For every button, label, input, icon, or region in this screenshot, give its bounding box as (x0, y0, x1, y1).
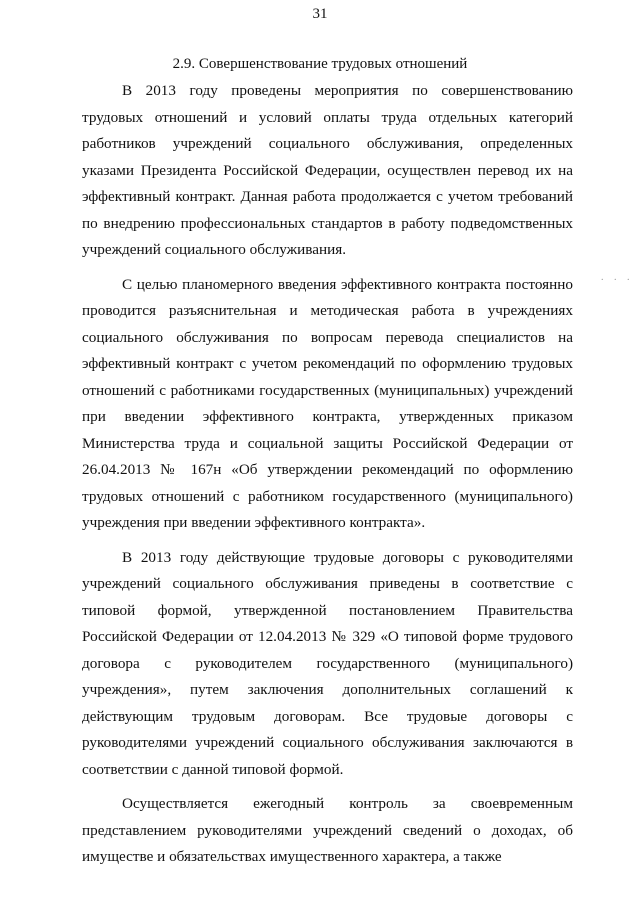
margin-marks: . . . (601, 272, 634, 283)
paragraph: С целью планомерного введения эффективного контракта постоянно проводится разъяснительная и методическая работа в учреждениях социального обслуживания по вопросам перевода специалистов на эффективный контракт с учетом рекомендаций по оформлению трудовых отношений с работниками государственных (муниципальных) учреждений при введении эффективного контракта, утвержденных приказом Министерства труда и социальной защиты Российской Федерации от 26.04.2013 № 167н «Об утверждении рекомендаций по оформлению трудовых отношений с работником государственного (муниципального) учреждения при введении эффективного контракта». (82, 275, 573, 531)
paragraph: В 2013 году проведены мероприятия по совершенствованию трудовых отношений и условий оплаты труда отдельных категорий работников учреждений социального обслуживания, определенных указами Президента Российской Федерации, осуществлен перевод их на эффективный контракт. Данная работа продолжается с учетом требований по внедрению профессиональных стандартов в работу подведомственных учреждений социального обслуживания. (82, 82, 573, 258)
paragraph: Осуществляется ежегодный контроль за своевременным представлением руководителями учреждений сведений о доходах, об имуществе и обязательствах имущественного характера, а также (82, 795, 573, 865)
page-number: 31 (312, 6, 328, 22)
document-body (82, 78, 573, 879)
section-title: 2.9. Совершенствование трудовых отношений (172, 56, 468, 72)
paragraph: В 2013 году действующие трудовые договоры с руководителями учреждений социального обслуживания приведены в соответствие с типовой формой, утвержденной постановлением Правительства Российской Федерации от 12.04.2013 № 329 «О типовой форме трудового договора с руководителем государственного (муниципального) учреждения», путем заключения дополнительных соглашений к действующим трудовым договорам. Все трудовые договоры с руководителями учреждений социального обслуживания заключаются в соответствии с данной типовой формой. (82, 548, 573, 778)
